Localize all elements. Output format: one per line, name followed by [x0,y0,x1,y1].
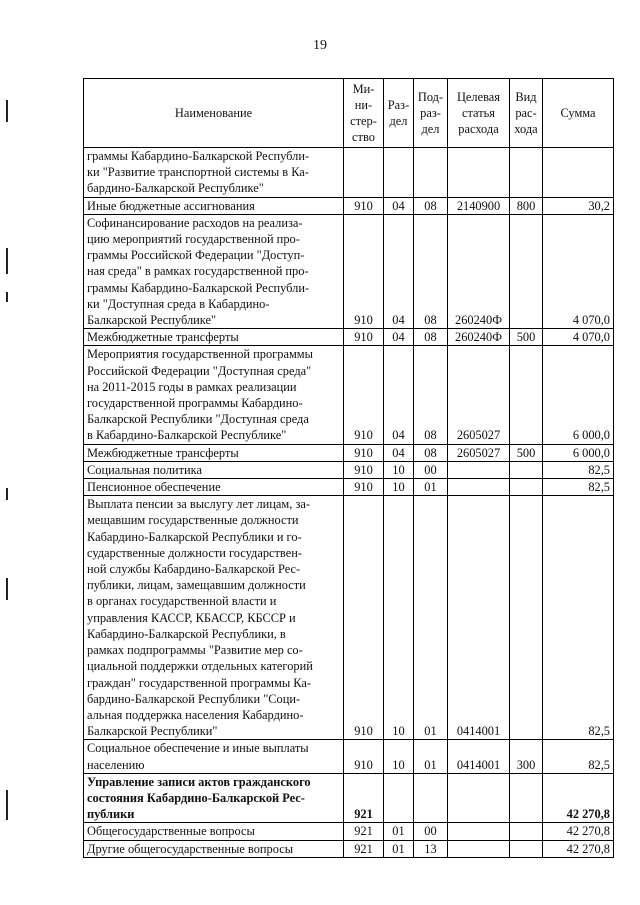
cell-name: Общегосударственные вопросы [84,823,344,840]
cell-subsection: 13 [414,840,448,857]
table-row [84,823,614,840]
cell-target [448,461,510,478]
cell-target: 0414001 [448,496,510,740]
scan-mark [6,578,8,600]
table-row [84,740,614,773]
cell-target: 260240Ф [448,329,510,346]
header-ministry: Ми- ни- стер- ство [344,79,384,148]
table-row [84,214,614,328]
cell-sum: 6 000,0 [543,444,614,461]
table-row [84,461,614,478]
cell-ministry: 921 [344,823,384,840]
cell-sum: 82,5 [543,496,614,740]
header-subsection: Под- раз- дел [414,79,448,148]
scan-mark [6,248,8,274]
cell-section: 04 [384,444,414,461]
page-number: 19 [313,38,327,53]
cell-sum: 42 270,8 [543,840,614,857]
cell-sum: 82,5 [543,740,614,773]
cell-sum: 30,2 [543,197,614,214]
cell-target [448,479,510,496]
header-expense-type: Вид рас- хода [510,79,543,148]
cell-target [448,840,510,857]
cell-expense-type [510,773,543,823]
cell-name: Пенсионное обеспечение [84,479,344,496]
cell-subsection: 08 [414,444,448,461]
cell-ministry: 910 [344,444,384,461]
cell-sum: 82,5 [543,479,614,496]
table-row [84,444,614,461]
cell-name: Межбюджетные трансферты [84,444,344,461]
cell-expense-type [510,840,543,857]
cell-sum: 42 270,8 [543,823,614,840]
cell-expense-type: 800 [510,197,543,214]
cell-target [448,148,510,198]
cell-ministry: 910 [344,214,384,328]
scan-mark [6,488,8,500]
cell-sum: 4 070,0 [543,329,614,346]
cell-target: 2605027 [448,346,510,444]
cell-name: Софинансирование расходов на реализа- цию мероприятий государственной про- граммы Российской Федерации "Доступ- ная среда" в рамках государственной про- граммы Кабардино-Балкарской Республи- ки "Доступная среда в Кабардино- Балкарской Республике" [84,214,344,328]
header-name: Наименование [84,79,344,148]
table-row [84,496,614,740]
table-row [84,329,614,346]
cell-ministry: 910 [344,197,384,214]
cell-subsection: 08 [414,346,448,444]
table-row [84,479,614,496]
cell-ministry [344,148,384,198]
cell-expense-type [510,823,543,840]
cell-section [384,148,414,198]
cell-expense-type: 500 [510,444,543,461]
scan-mark [6,790,8,820]
cell-section: 01 [384,840,414,857]
header-section: Раз- дел [384,79,414,148]
table-row [84,148,614,198]
cell-target: 260240Ф [448,214,510,328]
cell-section: 10 [384,479,414,496]
cell-ministry: 910 [344,461,384,478]
cell-subsection: 08 [414,214,448,328]
cell-ministry: 910 [344,346,384,444]
cell-section: 01 [384,823,414,840]
cell-subsection: 08 [414,197,448,214]
cell-name: Межбюджетные трансферты [84,329,344,346]
scan-mark [6,100,8,122]
cell-sum [543,148,614,198]
cell-expense-type [510,214,543,328]
table-row [84,197,614,214]
cell-expense-type [510,148,543,198]
cell-section: 04 [384,197,414,214]
table-row [84,773,614,823]
cell-expense-type [510,479,543,496]
cell-sum: 82,5 [543,461,614,478]
cell-expense-type: 500 [510,329,543,346]
cell-expense-type: 300 [510,740,543,773]
cell-subsection: 00 [414,461,448,478]
cell-name: граммы Кабардино-Балкарской Республи- ки "Развитие транспортной системы в Ка- бардино-Балкарской Республике" [84,148,344,198]
cell-section: 04 [384,329,414,346]
header-target: Целевая статья расхода [448,79,510,148]
cell-section [384,773,414,823]
cell-name: Управление записи актов гражданского состояния Кабардино-Балкарской Рес- публики [84,773,344,823]
cell-sum: 42 270,8 [543,773,614,823]
cell-section: 04 [384,346,414,444]
cell-name: Мероприятия государственной программы Российской Федерации "Доступная среда" на 2011-2015 годы в рамках реализации государственной программы Кабардино- Балкарской Республики "Доступная среда в Кабардино-Балкарской Республике" [84,346,344,444]
cell-ministry: 910 [344,496,384,740]
cell-subsection [414,773,448,823]
cell-target [448,773,510,823]
cell-expense-type [510,461,543,478]
cell-subsection: 01 [414,740,448,773]
budget-table [83,78,614,858]
cell-ministry: 910 [344,740,384,773]
cell-name: Выплата пенсии за выслугу лет лицам, за- мещавшим государственные должности Кабардино-Балкарской Республики и го- сударственные должности государствен- ной службы Кабардино-Балкарской Рес- публики, лицам, замещавшим должности в органах государственной власти и управления КАССР, КБАССР, КБССР и Кабардино-Балкарской Республики, в рамках подпрограммы "Развитие мер со- циальной поддержки отдельных категорий граждан" государственной программы Ка- бардино-Балкарской Республики "Соци- альная поддержка населения Кабардино- Балкарской Республики" [84,496,344,740]
cell-subsection: 08 [414,329,448,346]
cell-expense-type [510,346,543,444]
cell-ministry: 921 [344,773,384,823]
cell-subsection: 00 [414,823,448,840]
cell-name: Социальная политика [84,461,344,478]
cell-section: 10 [384,496,414,740]
cell-ministry: 921 [344,840,384,857]
table-row [84,346,614,444]
cell-name: Иные бюджетные ассигнования [84,197,344,214]
cell-sum: 4 070,0 [543,214,614,328]
cell-target: 2140900 [448,197,510,214]
scan-mark [6,292,8,302]
cell-section: 10 [384,461,414,478]
cell-ministry: 910 [344,479,384,496]
cell-ministry: 910 [344,329,384,346]
cell-expense-type [510,496,543,740]
cell-target [448,823,510,840]
cell-target: 0414001 [448,740,510,773]
cell-target: 2605027 [448,444,510,461]
cell-name: Другие общегосударственные вопросы [84,840,344,857]
cell-subsection [414,148,448,198]
cell-name: Социальное обеспечение и иные выплаты населению [84,740,344,773]
cell-subsection: 01 [414,496,448,740]
cell-subsection: 01 [414,479,448,496]
cell-section: 10 [384,740,414,773]
table-row [84,840,614,857]
header-sum: Сумма [543,79,614,148]
cell-section: 04 [384,214,414,328]
cell-sum: 6 000,0 [543,346,614,444]
